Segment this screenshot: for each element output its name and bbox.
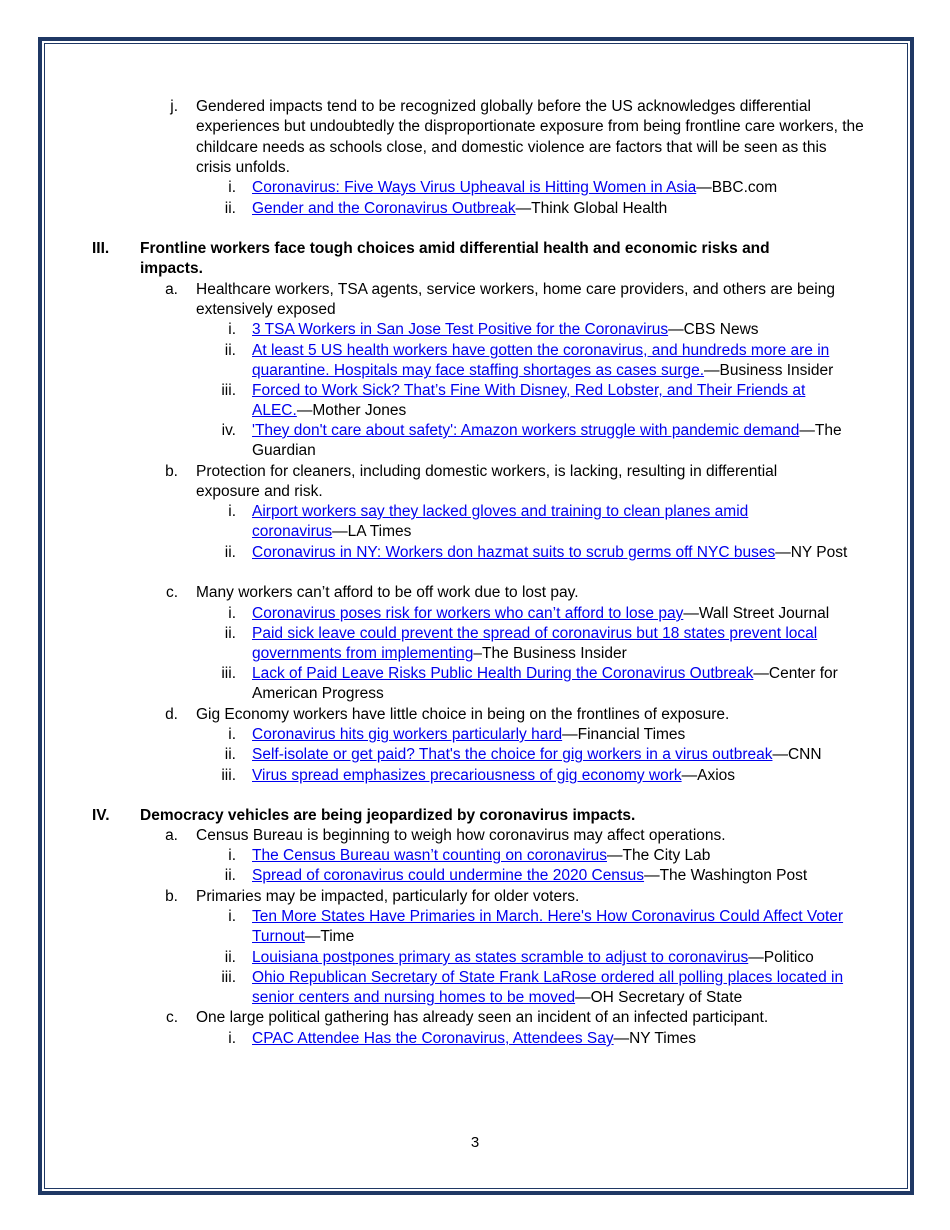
list-marker: i. — [228, 321, 236, 338]
article-link[interactable]: At least 5 US health workers have gotten the coronavirus, and hundreds more are in quarantine. Hospitals may face staffing shortages as cases surge. — [252, 342, 830, 380]
list-item-text: Gig Economy workers have little choice in being on the frontlines of exposure. — [196, 706, 730, 723]
source-label: —Mother Jones — [296, 402, 407, 420]
list-marker: iii. — [221, 767, 236, 784]
section-marker: III. — [92, 240, 110, 257]
source-label: —Financial Times — [562, 726, 686, 743]
list-item-text: Census Bureau is beginning to weigh how coronavirus may affect operations. — [196, 827, 726, 844]
list-marker: i. — [228, 726, 236, 743]
article-link[interactable]: Airport workers say they lacked gloves and training to clean planes amid coronavirus — [252, 503, 749, 541]
list-marker: i. — [228, 179, 236, 196]
list-marker: i. — [228, 847, 236, 864]
source-label: —Wall Street Journal — [683, 605, 830, 622]
list-item — [252, 948, 872, 968]
section-heading: Democracy vehicles are being jeopardized by coronavirus impacts. — [140, 807, 636, 824]
article-link[interactable]: Coronavirus hits gig workers particularly hard — [252, 726, 563, 743]
list-marker: ii. — [224, 544, 236, 561]
list-item — [252, 907, 852, 948]
list-marker: i. — [228, 503, 236, 520]
article-link[interactable]: Coronavirus: Five Ways Virus Upheaval is Hitting Women in Asia — [252, 179, 697, 196]
source-label: —The City Lab — [606, 847, 711, 864]
list-item-text: Many workers can’t afford to be off work due to lost pay. — [196, 584, 579, 601]
source-label: —Politico — [748, 949, 814, 966]
list-item-text: Protection for cleaners, including domestic workers, is lacking, resulting in differential exposure and risk. — [196, 463, 778, 501]
article-link[interactable]: CPAC Attendee Has the Coronavirus, Attendees Say — [252, 1030, 614, 1047]
list-item — [252, 341, 868, 382]
source-label: —Think Global Health — [515, 200, 668, 217]
section-heading: Frontline workers face tough choices amid differential health and economic risks and impacts. — [140, 240, 770, 278]
article-link[interactable]: Spread of coronavirus could undermine the 2020 Census — [252, 867, 645, 884]
list-marker: ii. — [224, 867, 236, 884]
list-item — [252, 543, 872, 563]
list-marker: i. — [228, 908, 236, 925]
source-label: —Time — [304, 928, 355, 946]
article-link[interactable]: Forced to Work Sick? That’s Fine With Disney, Red Lobster, and Their Friends at ALEC. — [252, 382, 806, 420]
article-link[interactable]: Louisiana postpones primary as states scramble to adjust to coronavirus — [252, 949, 749, 966]
list-item — [252, 178, 872, 198]
list-item — [252, 421, 852, 462]
article-link[interactable]: The Census Bureau wasn’t counting on coronavirus — [252, 847, 607, 864]
article-link[interactable]: Self-isolate or get paid? That's the choice for gig workers in a virus outbreak — [252, 746, 773, 763]
source-label: —NY Post — [775, 544, 848, 561]
list-marker: c. — [165, 1009, 178, 1026]
source-label: —CBS News — [668, 321, 759, 338]
source-label: —BBC.com — [696, 179, 778, 196]
list-marker: iii. — [221, 665, 236, 682]
article-link[interactable]: Lack of Paid Leave Risks Public Health During the Coronavirus Outbreak — [252, 665, 754, 682]
list-item-text: One large political gathering has already seen an incident of an infected participant. — [196, 1009, 769, 1026]
list-marker: j. — [170, 98, 178, 115]
source-label: —NY Times — [613, 1030, 696, 1047]
list-item-text: Primaries may be impacted, particularly for older voters. — [196, 888, 580, 905]
source-label: —The Guardian — [252, 422, 842, 460]
list-item — [252, 502, 812, 543]
list-marker: b. — [165, 888, 178, 905]
article-link[interactable]: 3 TSA Workers in San Jose Test Positive for the Coronavirus — [252, 321, 669, 338]
section-marker: IV. — [92, 807, 110, 824]
article-link[interactable]: Ten More States Have Primaries in March. Here's How Coronavirus Could Affect Voter Turnout — [252, 908, 844, 946]
list-marker: i. — [228, 605, 236, 622]
list-item — [252, 725, 872, 745]
list-item — [252, 745, 872, 765]
list-marker: ii. — [224, 949, 236, 966]
list-marker: c. — [165, 584, 178, 601]
list-item — [252, 766, 872, 786]
list-marker: a. — [165, 827, 178, 844]
article-link[interactable]: Coronavirus in NY: Workers don hazmat suits to scrub germs off NYC buses — [252, 544, 776, 561]
list-item — [252, 381, 852, 422]
list-marker: ii. — [224, 342, 236, 359]
source-label: —Business Insider — [704, 362, 834, 380]
list-marker: a. — [165, 281, 178, 298]
list-marker: ii. — [224, 746, 236, 763]
page-number: 3 — [470, 1134, 480, 1151]
list-marker: i. — [228, 1030, 236, 1047]
list-item-text: Gendered impacts tend to be recognized globally before the US acknowledges differential experiences but undoubtedly the disproportionate exposure from being frontline care workers, the childcare needs as schools close, and domestic violence are factors that will be seen as this crisis unfolds. — [196, 98, 864, 176]
article-link[interactable]: Virus spread emphasizes precariousness of gig economy work — [252, 767, 682, 784]
list-item — [252, 320, 872, 340]
list-marker: ii. — [224, 200, 236, 217]
list-item — [252, 624, 862, 665]
list-item — [252, 866, 872, 886]
source-label: —Axios — [681, 767, 736, 784]
article-link[interactable]: 'They don't care about safety': Amazon workers struggle with pandemic demand — [252, 422, 800, 439]
source-label: –The Business Insider — [473, 645, 627, 663]
article-link[interactable]: Coronavirus poses risk for workers who can’t afford to lose pay — [252, 605, 684, 622]
list-item — [252, 968, 862, 1009]
list-marker: iv. — [221, 422, 236, 439]
source-label: —Center for American Progress — [252, 665, 838, 703]
article-link[interactable]: Ohio Republican Secretary of State Frank LaRose ordered all polling places located in senior centers and nursing homes to be moved — [252, 969, 844, 1007]
article-link[interactable]: Gender and the Coronavirus Outbreak — [252, 200, 516, 217]
source-label: —CNN — [772, 746, 822, 763]
list-item — [252, 1029, 872, 1049]
list-item — [252, 664, 862, 705]
list-item — [252, 846, 872, 866]
list-item — [252, 199, 872, 219]
list-marker: ii. — [224, 625, 236, 642]
list-marker: iii. — [221, 382, 236, 399]
list-marker: iii. — [221, 969, 236, 986]
source-label: —OH Secretary of State — [575, 989, 743, 1007]
list-marker: b. — [165, 463, 178, 480]
source-label: —LA Times — [332, 523, 412, 541]
list-marker: d. — [165, 706, 178, 723]
source-label: —The Washington Post — [644, 867, 808, 884]
list-item-text: Healthcare workers, TSA agents, service workers, home care providers, and others are being extensively exposed — [196, 281, 835, 319]
list-item — [252, 604, 872, 624]
article-link[interactable]: Paid sick leave could prevent the spread of coronavirus but 18 states prevent local governments from implementing — [252, 625, 818, 663]
